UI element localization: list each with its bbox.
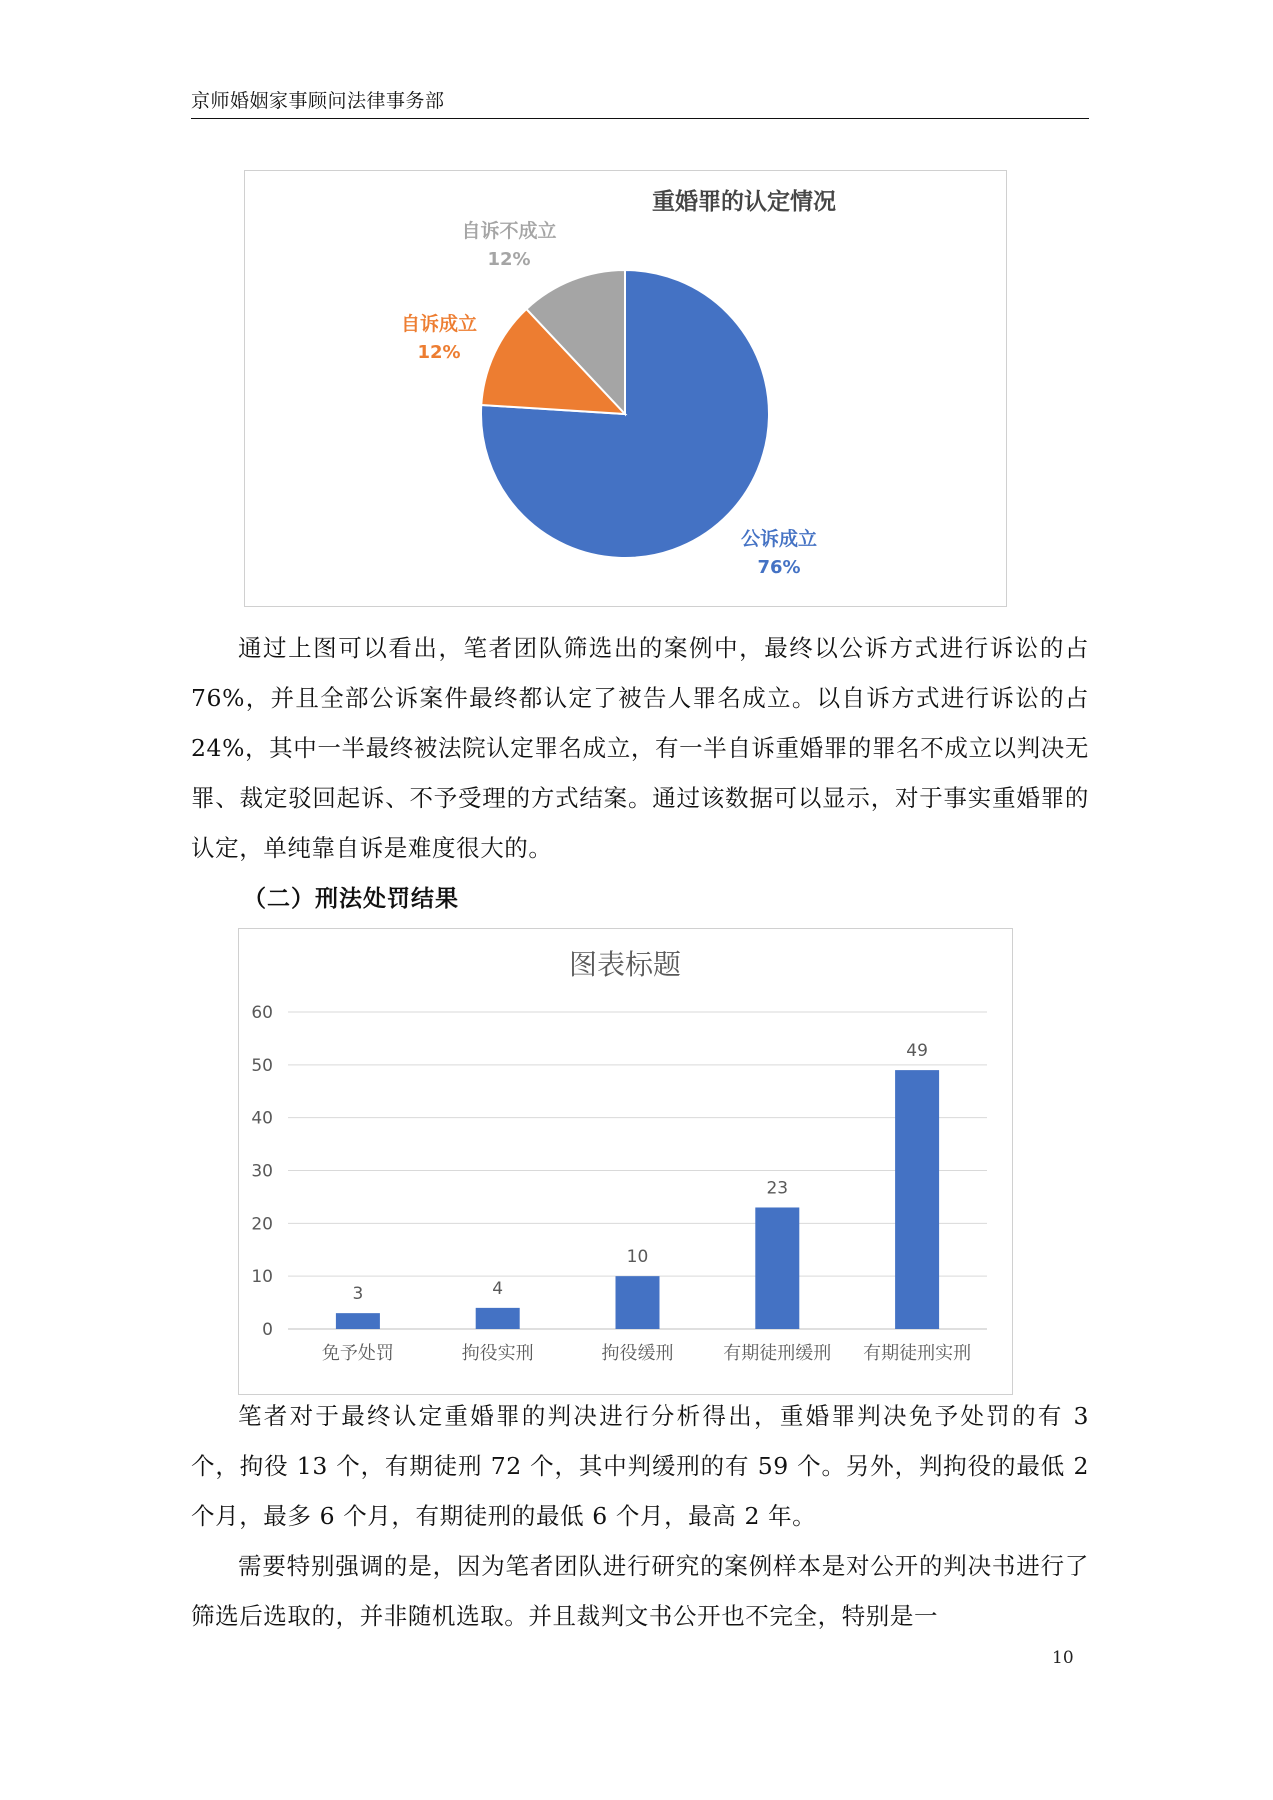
- bar-data-label: 49: [906, 1041, 928, 1062]
- paragraph-1: [191, 623, 1089, 873]
- bar-data-label: 23: [766, 1178, 789, 1199]
- bar-0: [336, 1313, 380, 1329]
- bar-2: [616, 1276, 660, 1329]
- x-category-label: 免予处罚: [321, 1343, 394, 1364]
- y-tick-label: 0: [262, 1320, 273, 1340]
- paragraph-2-text: 笔者对于最终认定重婚罪的判决进行分析得出，重婚罪判决免予处罚的有 3 个，拘役 13 个，有期徒刑 72 个，其中判缓刑的有 59 个。另外，判拘役的最低 2 个月，最多 6 个月，有期徒刑的最低 6 个月，最高 2 年。: [191, 1402, 1089, 1530]
- bar-3: [755, 1207, 799, 1329]
- header-rule: [191, 118, 1089, 119]
- paragraph-2: [191, 1391, 1089, 1541]
- x-category-label: 拘役实刑: [461, 1343, 534, 1364]
- y-tick-label: 50: [251, 1055, 273, 1076]
- bar-chart: [238, 928, 1013, 1395]
- pie-value-zisu-chengli: 12%: [417, 342, 461, 363]
- pie-value-gongsu: 76%: [757, 557, 801, 578]
- x-category-label: 有期徒刑实刑: [863, 1343, 972, 1364]
- x-category-label: 有期徒刑缓刑: [723, 1343, 832, 1364]
- pie-label-zisu-chengli: 自诉成立: [400, 313, 478, 335]
- bar-data-label: 3: [352, 1284, 364, 1305]
- y-tick-label: 20: [251, 1214, 273, 1235]
- y-tick-label: 40: [251, 1108, 273, 1129]
- pie-label-zisu-buchengli: 自诉不成立: [461, 220, 557, 242]
- bar-4: [895, 1070, 939, 1329]
- bar-data-label: 10: [626, 1247, 649, 1268]
- paragraph-1-text: 通过上图可以看出，笔者团队筛选出的案例中，最终以公诉方式进行诉讼的占 76%，并且全部公诉案件最终都认定了被告人罪名成立。以自诉方式进行诉讼的占 24%，其中一半最终被法院认定罪名成立，有一半自诉重婚罪的罪名不成立以判决无罪、裁定驳回起诉、不予受理的方式结案。通过该数据可以显示，对于事实重婚罪的认定，单纯靠自诉是难度很大的。: [191, 634, 1089, 862]
- section-heading: （二）刑法处罚结果: [243, 886, 459, 912]
- paragraph-3: [191, 1541, 1089, 1641]
- paragraph-3-text: 需要特别强调的是，因为笔者团队进行研究的案例样本是对公开的判决书进行了筛选后选取的，并非随机选取。并且裁判文书公开也不完全，特别是一: [191, 1552, 1089, 1630]
- bar-data-label: 4: [492, 1278, 504, 1299]
- y-tick-label: 30: [251, 1161, 273, 1182]
- pie-chart-svg: [245, 171, 1006, 606]
- x-category-label: 拘役缓刑: [601, 1343, 674, 1364]
- page-number: 10: [1052, 1648, 1074, 1668]
- bar-chart-svg: [239, 929, 1012, 1394]
- pie-chart-title: 重婚罪的认定情况: [652, 189, 836, 215]
- bar-chart-title: 图表标题: [568, 948, 682, 981]
- y-tick-label: 10: [251, 1267, 273, 1288]
- header-title: 京师婚姻家事顾问法律事务部: [191, 90, 445, 112]
- pie-chart: [244, 170, 1007, 607]
- y-tick-label: 60: [251, 1003, 273, 1023]
- pie-label-gongsu: 公诉成立: [740, 528, 818, 550]
- pie-value-zisu-buchengli: 12%: [487, 249, 531, 270]
- bar-1: [476, 1308, 520, 1329]
